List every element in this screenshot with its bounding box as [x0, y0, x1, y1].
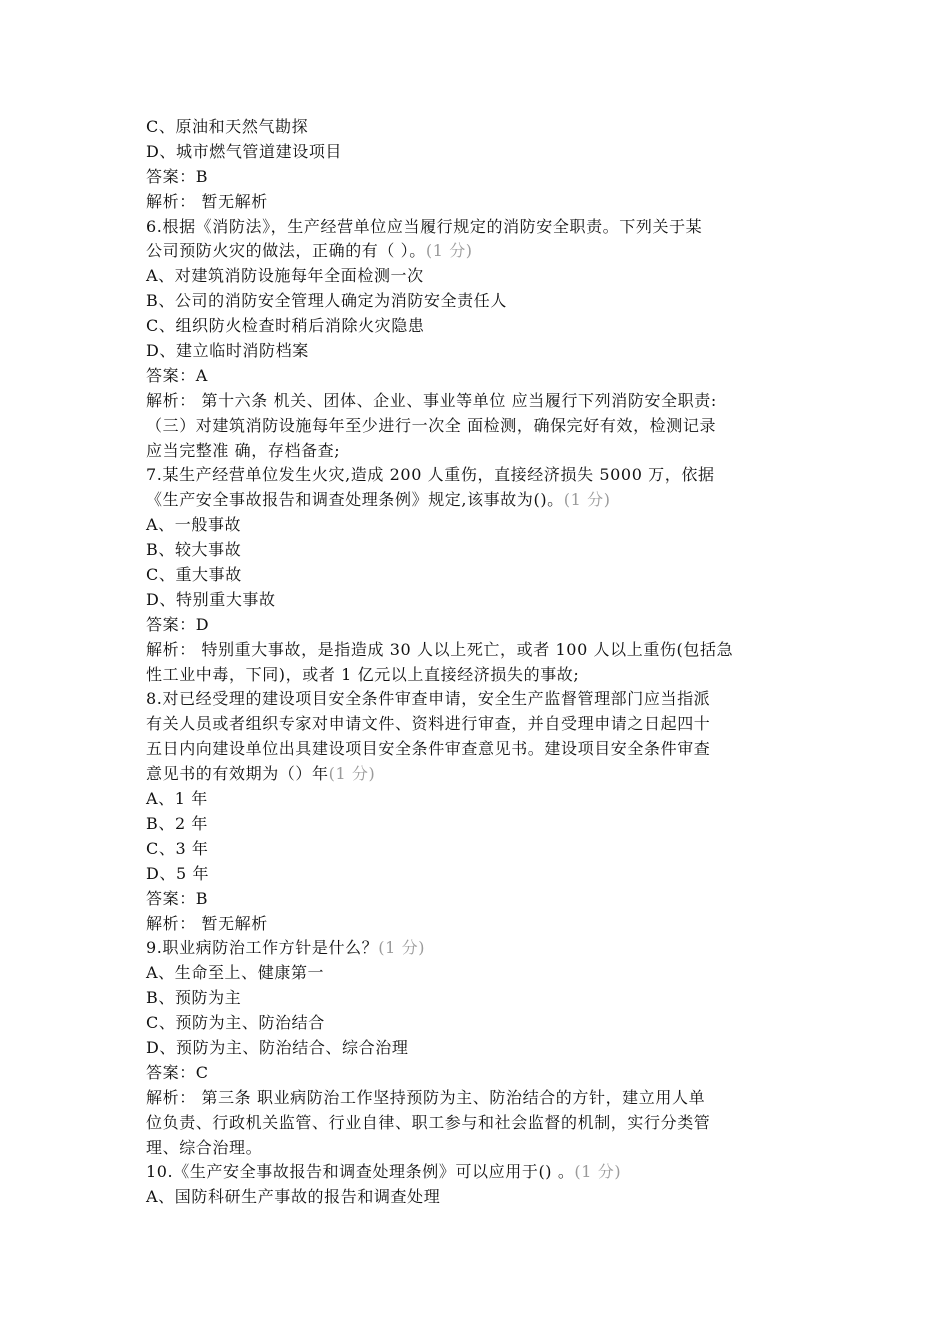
question-line	[146, 712, 816, 737]
line-text: 五日内向建设单位出具建设项目安全条件审查意见书。建设项目安全条件审查	[146, 739, 711, 759]
line-text: 位负责、行政机关监管、行业自律、职工参与和社会监督的机制，实行分类管	[146, 1112, 711, 1132]
question-score: (1 分)	[574, 1162, 622, 1182]
question-line	[146, 239, 816, 264]
document-page	[146, 115, 816, 1210]
line-text: 有关人员或者组织专家对申请文件、资料进行审查，并自受理申请之日起四十	[146, 714, 711, 734]
option-line	[146, 314, 816, 339]
option-line	[146, 264, 816, 289]
answer-line	[146, 613, 816, 638]
option-line	[146, 1185, 816, 1210]
analysis-line	[146, 912, 816, 937]
question-line	[146, 737, 816, 762]
line-text: 解析： 暂无解析	[146, 913, 268, 933]
question-score: (1 分)	[563, 490, 611, 510]
line-text: A、国防科研生产事故的报告和调查处理	[146, 1187, 441, 1207]
line-text: D、预防为主、防治结合、综合治理	[146, 1037, 409, 1057]
question-line	[146, 936, 816, 961]
option-line	[146, 563, 816, 588]
line-text: B、预防为主	[146, 988, 242, 1008]
option-line	[146, 588, 816, 613]
line-text: A、生命至上、健康第一	[146, 963, 325, 983]
line-text: B、较大事故	[146, 540, 242, 560]
question-score: (1 分)	[328, 764, 376, 784]
question-line	[146, 687, 816, 712]
option-line	[146, 862, 816, 887]
text-line	[146, 115, 816, 140]
line-text: C、3 年	[146, 838, 209, 858]
question-line	[146, 463, 816, 488]
line-text: 10.《生产安全事故报告和调查处理条例》可以应用于() 。	[146, 1162, 575, 1182]
line-text: 公司预防火灾的做法，正确的有（ ）。	[146, 241, 426, 261]
line-text: A、一般事故	[146, 515, 242, 535]
option-line	[146, 289, 816, 314]
line-text: D、5 年	[146, 863, 210, 883]
line-text: 解析： 暂无解析	[146, 191, 268, 211]
option-line	[146, 513, 816, 538]
line-text: 意见书的有效期为（）年	[146, 764, 329, 784]
option-line	[146, 812, 816, 837]
option-line	[146, 1036, 816, 1061]
line-text: 《生产安全事故报告和调查处理条例》规定,该事故为()。	[146, 490, 564, 510]
line-text: 应当完整准 确，存档备查;	[146, 440, 341, 460]
line-text: C、重大事故	[146, 565, 242, 585]
option-line	[146, 538, 816, 563]
analysis-line	[146, 190, 816, 215]
line-text: 理、综合治理。	[146, 1137, 263, 1157]
question-line	[146, 488, 816, 513]
line-text: 答案：B	[146, 166, 209, 186]
line-text: 解析： 第三条 职业病防治工作坚持预防为主、防治结合的方针，建立用人单	[146, 1087, 706, 1107]
analysis-line	[146, 663, 816, 688]
option-line	[146, 339, 816, 364]
option-line	[146, 787, 816, 812]
answer-line	[146, 887, 816, 912]
question-line	[146, 215, 816, 240]
question-line	[146, 1160, 816, 1185]
line-text: D、城市燃气管道建设项目	[146, 141, 343, 161]
analysis-line	[146, 1111, 816, 1136]
line-text: 答案：C	[146, 1062, 209, 1082]
line-text: 7.某生产经营单位发生火灾,造成 200 人重伤，直接经济损失 5000 万，依据	[146, 465, 715, 485]
question-score: (1 分)	[378, 938, 426, 958]
question-line	[146, 762, 816, 787]
option-line	[146, 837, 816, 862]
analysis-line	[146, 414, 816, 439]
line-text: 8.对已经受理的建设项目安全条件审查申请，安全生产监督管理部门应当指派	[146, 689, 711, 709]
analysis-line	[146, 1086, 816, 1111]
line-text: B、公司的消防安全管理人确定为消防安全责任人	[146, 291, 507, 311]
analysis-line	[146, 638, 816, 663]
analysis-line	[146, 439, 816, 464]
line-text: 解析： 特别重大事故，是指造成 30 人以上死亡，或者 100 人以上重伤(包括急	[146, 639, 734, 659]
line-text: C、组织防火检查时稍后消除火灾隐患	[146, 316, 425, 336]
answer-line	[146, 165, 816, 190]
line-text: A、对建筑消防设施每年全面检测一次	[146, 266, 424, 286]
analysis-line	[146, 389, 816, 414]
line-text: 答案：B	[146, 888, 209, 908]
answer-line	[146, 1061, 816, 1086]
line-text: D、建立临时消防档案	[146, 341, 309, 361]
line-text: （三）对建筑消防设施每年至少进行一次全 面检测，确保完好有效，检测记录	[146, 415, 717, 435]
line-text: 性工业中毒，下同)，或者 1 亿元以上直接经济损失的事故;	[146, 664, 580, 684]
line-text: 解析： 第十六条 机关、团体、企业、事业等单位 应当履行下列消防安全职责:	[146, 390, 717, 410]
line-text: A、1 年	[146, 789, 208, 809]
line-text: C、预防为主、防治结合	[146, 1013, 325, 1033]
text-line	[146, 140, 816, 165]
question-score: (1 分)	[425, 241, 473, 261]
option-line	[146, 986, 816, 1011]
option-line	[146, 1011, 816, 1036]
line-text: 答案：A	[146, 365, 208, 385]
answer-line	[146, 364, 816, 389]
line-text: C、原油和天然气勘探	[146, 117, 309, 136]
option-line	[146, 961, 816, 986]
line-text: 9.职业病防治工作方针是什么？	[146, 938, 379, 958]
line-text: D、特别重大事故	[146, 589, 276, 609]
line-text: B、2 年	[146, 813, 209, 833]
line-text: 答案：D	[146, 614, 210, 634]
analysis-line	[146, 1136, 816, 1161]
line-text: 6.根据《消防法》，生产经营单位应当履行规定的消防安全职责。下列关于某	[146, 216, 703, 236]
